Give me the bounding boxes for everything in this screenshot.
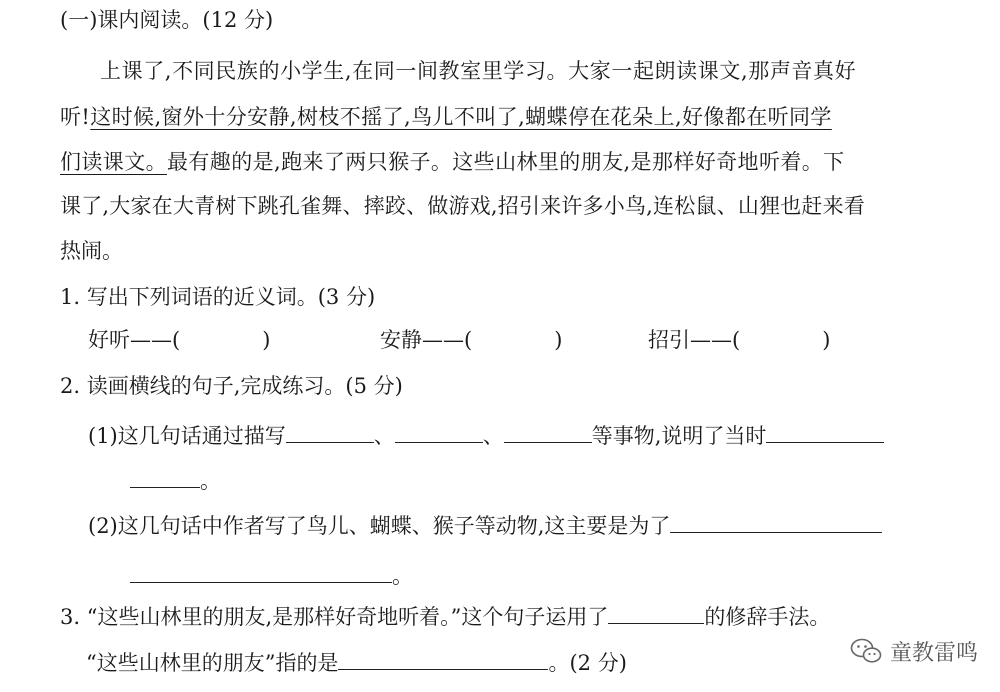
q1-item-1-label: 好听——( xyxy=(88,328,181,352)
watermark-text: 童教雷鸣 xyxy=(889,640,978,666)
q1-item-2-label: 安静——( xyxy=(380,328,473,352)
separator: 、 xyxy=(373,424,395,448)
q1-close-paren: ) xyxy=(822,328,831,352)
q2-part-2 xyxy=(88,510,882,540)
q3-text: 3. “这些山林里的朋友,是那样好奇地听着。”这个句子运用了 xyxy=(60,605,609,629)
q2-part-2-text: (2)这几句话中作者写了鸟儿、蝴蝶、猴子等动物,这主要是为了 xyxy=(88,514,671,538)
question-3-line-1 xyxy=(60,601,830,631)
period: 。 xyxy=(392,564,413,588)
passage-text: 最有趣的是,跑来了两只猴子。这些山林里的朋友,是那样好奇地听着。下 xyxy=(167,150,845,174)
passage-line-3 xyxy=(60,148,845,176)
question-3-line-2 xyxy=(86,647,627,677)
q2-blank-3[interactable] xyxy=(504,420,592,443)
q3-text-4: 。(2 分) xyxy=(548,651,627,675)
watermark xyxy=(850,634,978,668)
q2-blank-5[interactable] xyxy=(130,465,200,488)
q1-close-paren: ) xyxy=(554,328,563,352)
q1-item-2 xyxy=(380,326,562,354)
period: 。 xyxy=(200,469,221,493)
underlined-sentence: 这时候,窗外十分安静,树枝不摇了,鸟儿不叫了,蝴蝶停在花朵上,好像都在听同学 xyxy=(90,105,832,129)
q1-item-3 xyxy=(648,326,830,354)
q2-blank-7[interactable] xyxy=(130,560,392,583)
section-title: (一)课内阅读。(12 分) xyxy=(60,8,274,32)
separator: 、 xyxy=(482,424,504,448)
q3-blank-2[interactable] xyxy=(338,647,548,670)
q2-part-1-cont xyxy=(130,465,221,495)
q2-part-1-text: (1)这几句话通过描写 xyxy=(88,424,286,448)
q3-blank-1[interactable] xyxy=(608,601,704,624)
q1-item-1 xyxy=(88,326,270,354)
q1-close-paren: ) xyxy=(262,328,271,352)
q2-blank-1[interactable] xyxy=(286,420,374,443)
passage-line-5: 热闹。 xyxy=(60,239,123,263)
question-2-stem: 2. 读画横线的句子,完成练习。(5 分) xyxy=(60,374,403,398)
passage-line-2 xyxy=(60,103,832,131)
underlined-sentence-end: 们读课文。 xyxy=(60,150,167,174)
q2-part-1-text-2: 等事物,说明了当时 xyxy=(591,424,767,448)
q2-blank-6[interactable] xyxy=(670,510,882,533)
q2-blank-2[interactable] xyxy=(395,420,483,443)
passage-line-1: 上课了,不同民族的小学生,在同一间教室里学习。大家一起朗读课文,那声音真好 xyxy=(100,59,857,83)
q3-text-2: 的修辞手法。 xyxy=(704,605,831,629)
q2-part-1 xyxy=(88,420,884,450)
passage-line-4: 课了,大家在大青树下跳孔雀舞、摔跤、做游戏,招引来许多小鸟,连松鼠、山狸也赶来看 xyxy=(60,194,866,218)
q1-item-3-label: 招引——( xyxy=(648,328,741,352)
q3-text-3: “这些山林里的朋友”指的是 xyxy=(86,651,339,675)
question-1-stem: 1. 写出下列词语的近义词。(3 分) xyxy=(60,285,376,309)
q2-part-2-cont xyxy=(130,560,413,590)
wechat-icon xyxy=(850,638,882,664)
q2-blank-4[interactable] xyxy=(766,420,884,443)
passage-text: 听! xyxy=(60,105,91,129)
